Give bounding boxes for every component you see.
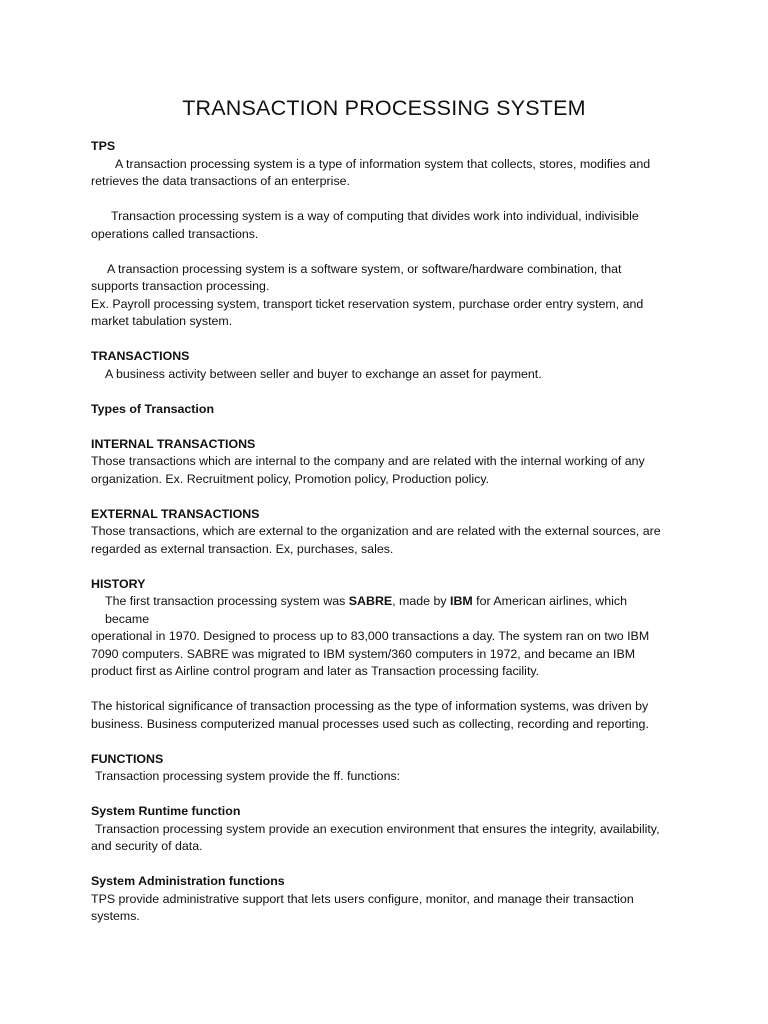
spacer bbox=[91, 488, 671, 506]
paragraph-line: operational in 1970. Designed to process up to 83,000 transactions a day. The system ran on two IBM bbox=[91, 629, 650, 643]
paragraph-line: Ex. Payroll processing system, transport ticket reservation system, purchase order entry system, and bbox=[91, 296, 644, 311]
paragraph-line: The historical significance of transaction processing as the type of information systems, was driven by bbox=[91, 699, 649, 713]
spacer bbox=[91, 733, 671, 751]
paragraph-line: A business activity between seller and buyer to exchange an asset for payment. bbox=[105, 366, 542, 381]
paragraph-line: product first as Airline control program and later as Transaction processing facility. bbox=[91, 664, 540, 678]
section-heading-transactions: TRANSACTIONS bbox=[91, 349, 190, 363]
spacer bbox=[91, 786, 671, 804]
section-heading-history: HISTORY bbox=[91, 576, 146, 591]
paragraph-line: systems. bbox=[91, 909, 140, 923]
ibm-emphasis: IBM bbox=[450, 594, 473, 608]
paragraph-line: Transaction processing system is a way of computing that divides work into individual, indivisible bbox=[111, 209, 639, 223]
spacer bbox=[91, 243, 671, 261]
paragraph-line: A transaction processing system is a type of information system that collects, stores, modifies and bbox=[115, 156, 651, 171]
paragraph-line: Transaction processing system provide the ff. functions: bbox=[95, 769, 401, 783]
spacer bbox=[91, 418, 671, 436]
spacer bbox=[91, 191, 671, 209]
spacer bbox=[91, 681, 671, 699]
document-body bbox=[91, 138, 671, 926]
spacer bbox=[91, 558, 671, 576]
section-heading-types: Types of Transaction bbox=[91, 401, 215, 416]
subheading-administration: System Administration functions bbox=[91, 874, 285, 888]
text-run: , made by bbox=[392, 594, 451, 608]
spacer bbox=[91, 383, 671, 401]
spacer bbox=[91, 331, 671, 349]
paragraph-line: Those transactions which are internal to the company and are related with the internal working of any bbox=[91, 454, 645, 468]
sabre-emphasis: SABRE bbox=[348, 594, 393, 608]
subheading-runtime: System Runtime function bbox=[91, 804, 241, 818]
section-heading-functions: FUNCTIONS bbox=[91, 751, 164, 766]
paragraph-line: organization. Ex. Recruitment policy, Promotion policy, Production policy. bbox=[91, 471, 490, 486]
section-heading-internal: INTERNAL TRANSACTIONS bbox=[91, 436, 256, 451]
paragraph-line: Transaction processing system provide an execution environment that ensures the integrity, availability, bbox=[95, 821, 660, 836]
paragraph-line bbox=[91, 593, 671, 628]
paragraph-line: TPS provide administrative support that lets users configure, monitor, and manage their transaction bbox=[91, 891, 634, 906]
text-run: for American airlines, which became bbox=[105, 594, 627, 626]
paragraph-line: and security of data. bbox=[91, 839, 203, 853]
spacer bbox=[91, 856, 671, 874]
paragraph-line: Those transactions, which are external to the organization and are related with the external sources, are bbox=[91, 524, 661, 538]
section-heading-tps: TPS bbox=[91, 139, 116, 153]
paragraph-line: supports transaction processing. bbox=[91, 279, 270, 293]
paragraph-line: retrieves the data transactions of an enterprise. bbox=[91, 174, 350, 188]
section-heading-external: EXTERNAL TRANSACTIONS bbox=[91, 506, 260, 521]
paragraph-line: 7090 computers. SABRE was migrated to IBM system/360 computers in 1972, and became an IBM bbox=[91, 646, 636, 661]
paragraph-line: A transaction processing system is a software system, or software/hardware combination, that bbox=[107, 261, 622, 276]
paragraph-line: market tabulation system. bbox=[91, 314, 233, 328]
document-title: TRANSACTION PROCESSING SYSTEM bbox=[182, 96, 586, 120]
paragraph-line: business. Business computerized manual processes used such as collecting, recording and reporting. bbox=[91, 716, 649, 731]
text-run: The first transaction processing system was bbox=[105, 594, 349, 608]
paragraph-line: operations called transactions. bbox=[91, 226, 259, 241]
paragraph-line: regarded as external transaction. Ex, purchases, sales. bbox=[91, 541, 394, 556]
